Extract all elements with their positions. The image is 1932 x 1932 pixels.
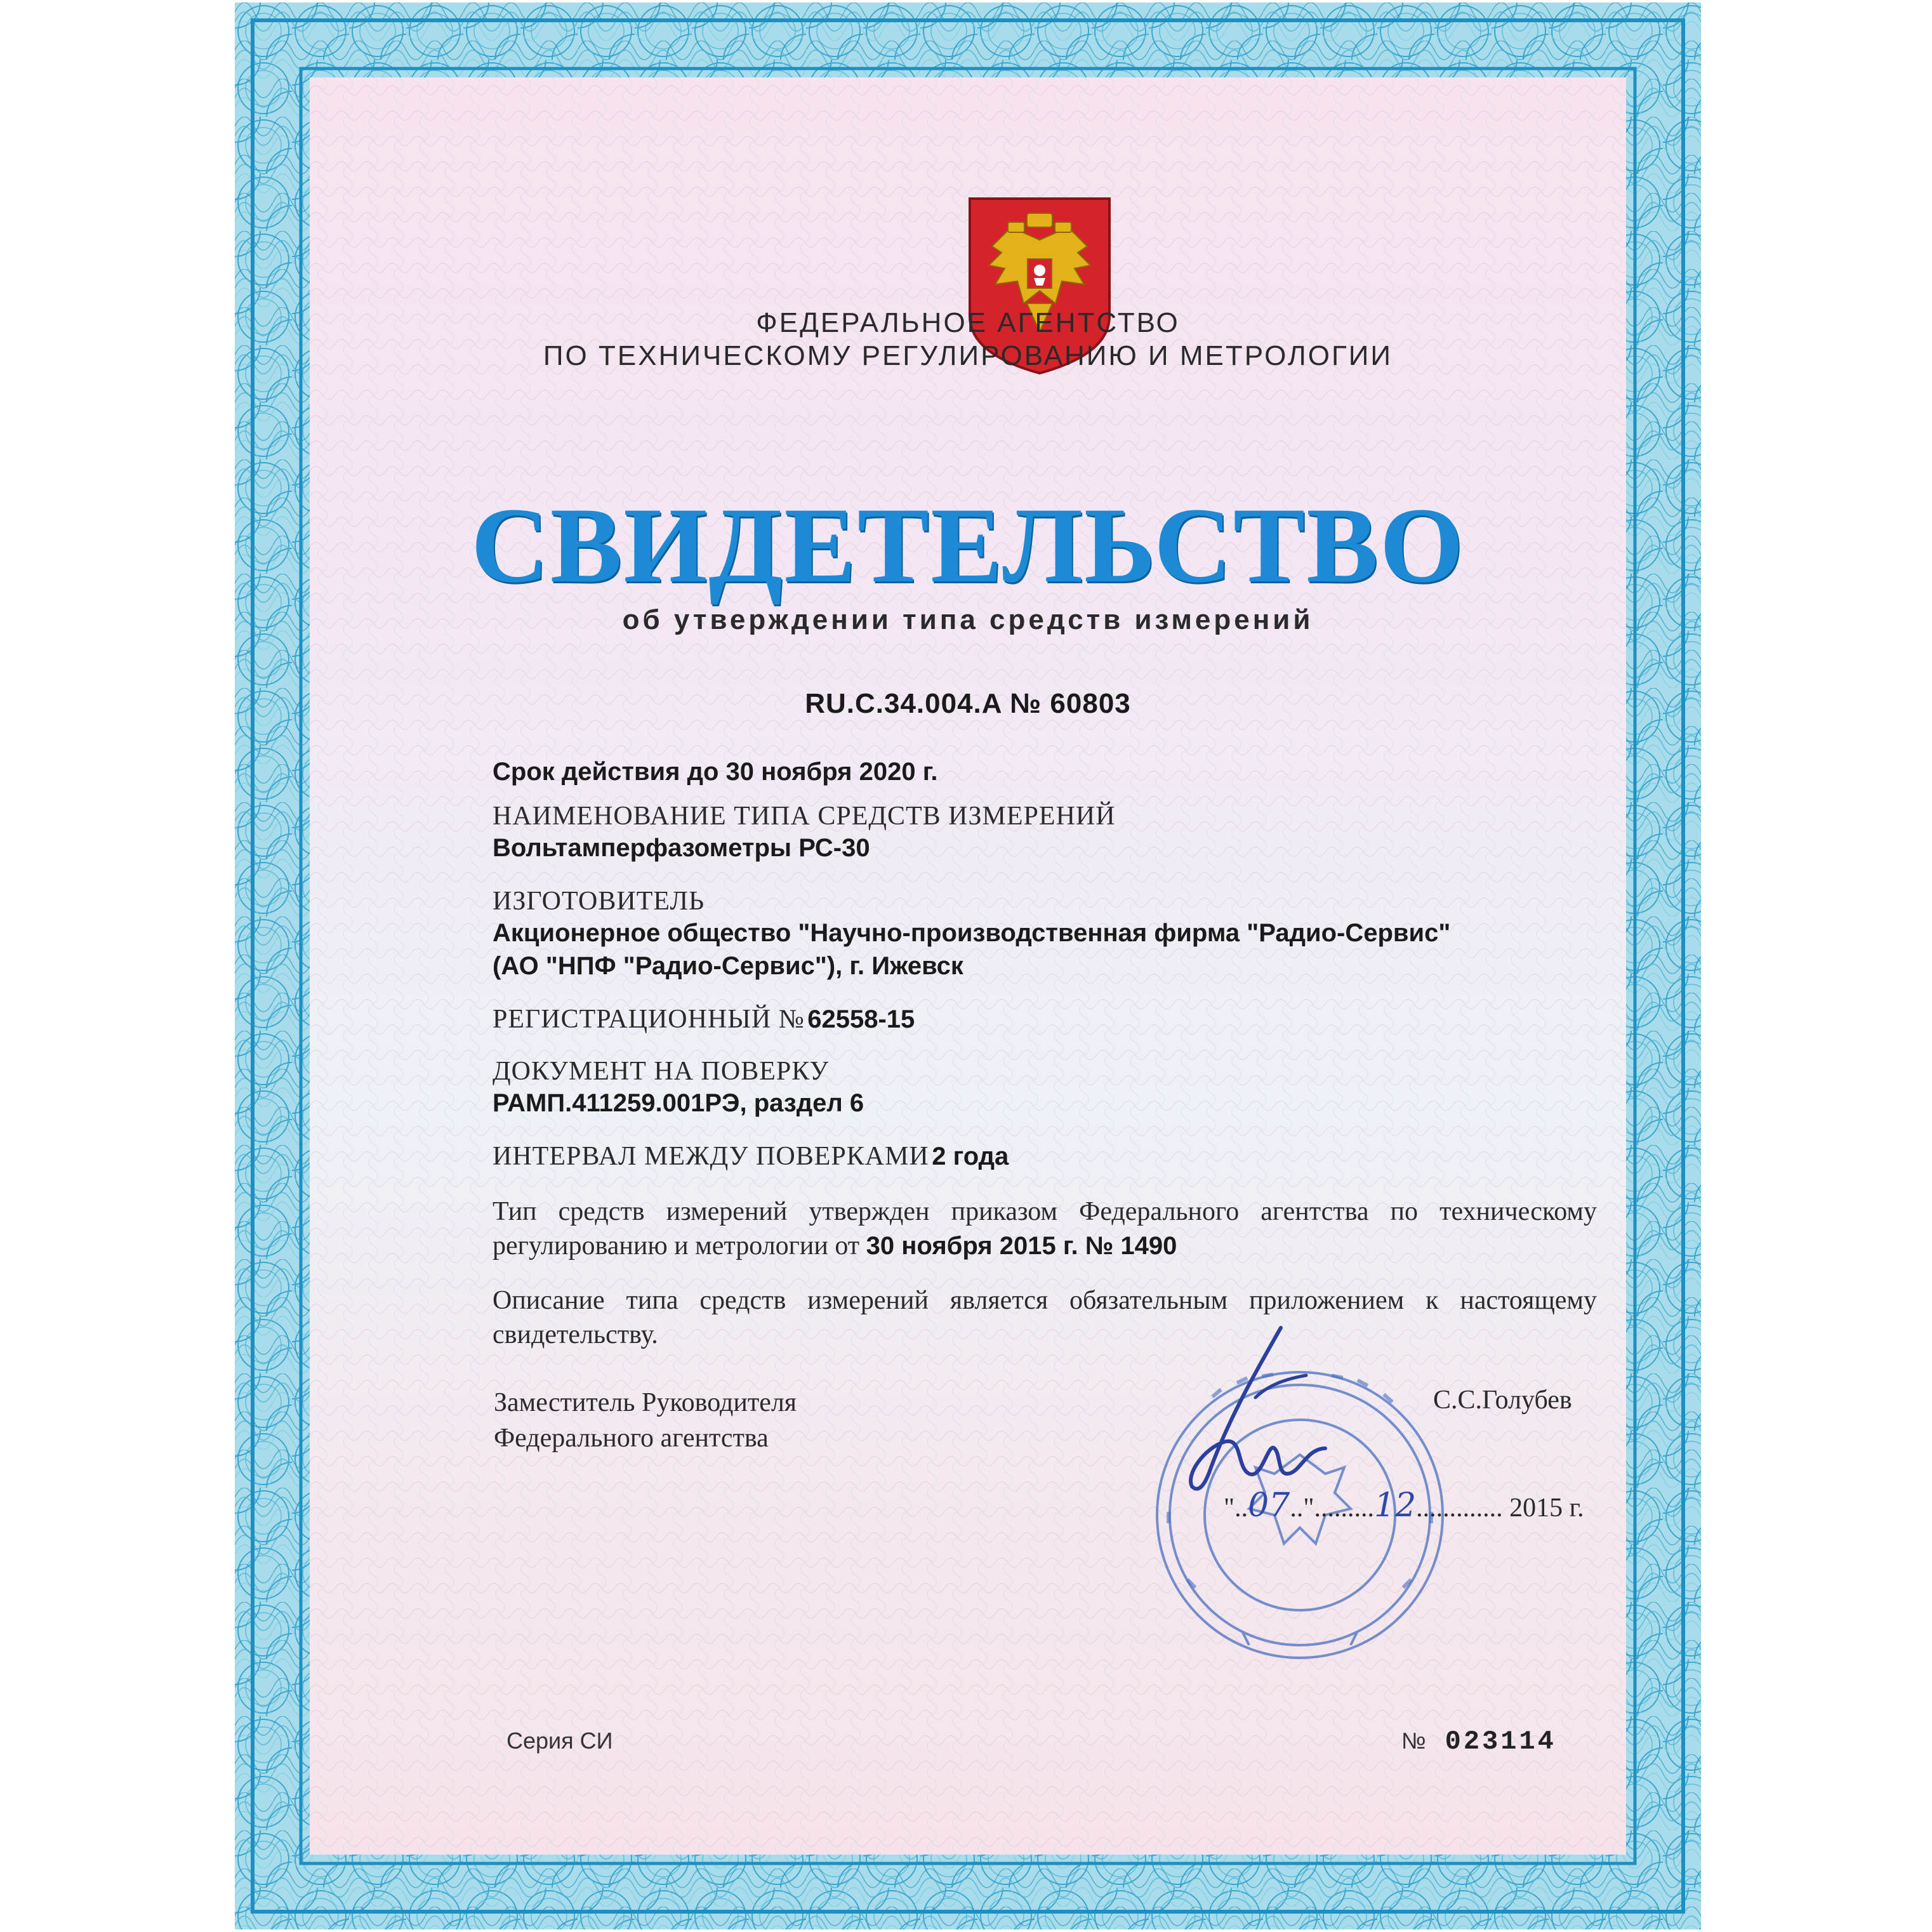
serial-label: №	[1401, 1728, 1426, 1754]
serial-value: 023114	[1445, 1726, 1556, 1757]
certificate-body	[310, 77, 1626, 1855]
agency-name-line1: ФЕДЕРАЛЬНОЕ АГЕНТСТВО	[756, 307, 1180, 338]
certificate	[235, 3, 1701, 1929]
date-open-quote: "	[1224, 1493, 1235, 1523]
interval-value: 2 года	[932, 1142, 1009, 1170]
date-close-quote: "	[1303, 1493, 1314, 1523]
registration-label: РЕГИСТРАЦИОННЫЙ №	[493, 1005, 805, 1034]
document-subtitle: об утверждении типа средств измерений	[622, 604, 1314, 635]
agency-name-line2: ПО ТЕХНИЧЕСКОМУ РЕГУЛИРОВАНИЮ И МЕТРОЛОГИИ	[543, 340, 1393, 371]
description-note: Описание типа средств измерений является обязательным приложением к настоящему свидетельству.	[493, 1286, 1597, 1349]
manufacturer-line2: (АО "НПФ "Радио-Сервис"), г. Ижевск	[493, 952, 963, 980]
signatory-name: С.С.Голубев	[1433, 1386, 1572, 1415]
approval-text: Тип средств измерений утвержден приказом Федерального агентства по техническому регулированию и метрологии от	[493, 1197, 1597, 1260]
type-name-value: Вольтамперфазометры РС-30	[493, 834, 870, 862]
serial-number	[1401, 1726, 1556, 1757]
series-label: Серия СИ	[506, 1728, 613, 1754]
validity-date: Срок действия до 30 ноября 2020 г.	[493, 758, 938, 786]
date-year: 2015 г.	[1509, 1493, 1584, 1523]
signatory-position-line1: Заместитель Руководителя	[494, 1388, 797, 1417]
manufacturer-line1: Акционерное общество "Научно-производственная фирма "Радио-Сервис"	[493, 919, 1451, 947]
signatory-position-line2: Федерального агентства	[494, 1424, 769, 1453]
approval-statement	[493, 1194, 1597, 1263]
verification-doc-label: ДОКУМЕНТ НА ПОВЕРКУ	[493, 1057, 830, 1086]
registration-value: 62558-15	[807, 1005, 915, 1033]
registration-number	[493, 1004, 1622, 1035]
type-name-label: НАИМЕНОВАНИЕ ТИПА СРЕДСТВ ИЗМЕРЕНИЙ	[493, 802, 1116, 831]
certificate-number: RU.C.34.004.A № 60803	[805, 688, 1131, 719]
manufacturer-label: ИЗГОТОВИТЕЛЬ	[493, 887, 705, 916]
interval-label: ИНТЕРВАЛ МЕЖДУ ПОВЕРКАМИ	[493, 1142, 929, 1171]
date-month: 12	[1373, 1486, 1417, 1525]
document-title: СВИДЕТЕЛЬСТВО	[471, 486, 1465, 605]
verification-doc-value: РАМП.411259.001РЭ, раздел 6	[493, 1089, 864, 1117]
date-day: 07	[1248, 1486, 1290, 1525]
signatory-position	[494, 1385, 797, 1456]
verification-interval	[493, 1141, 1622, 1172]
signing-date: "..07..".........12............. 2015 г.	[1224, 1486, 1584, 1525]
approval-order-date: 30 ноября 2015 г. № 1490	[866, 1232, 1177, 1260]
